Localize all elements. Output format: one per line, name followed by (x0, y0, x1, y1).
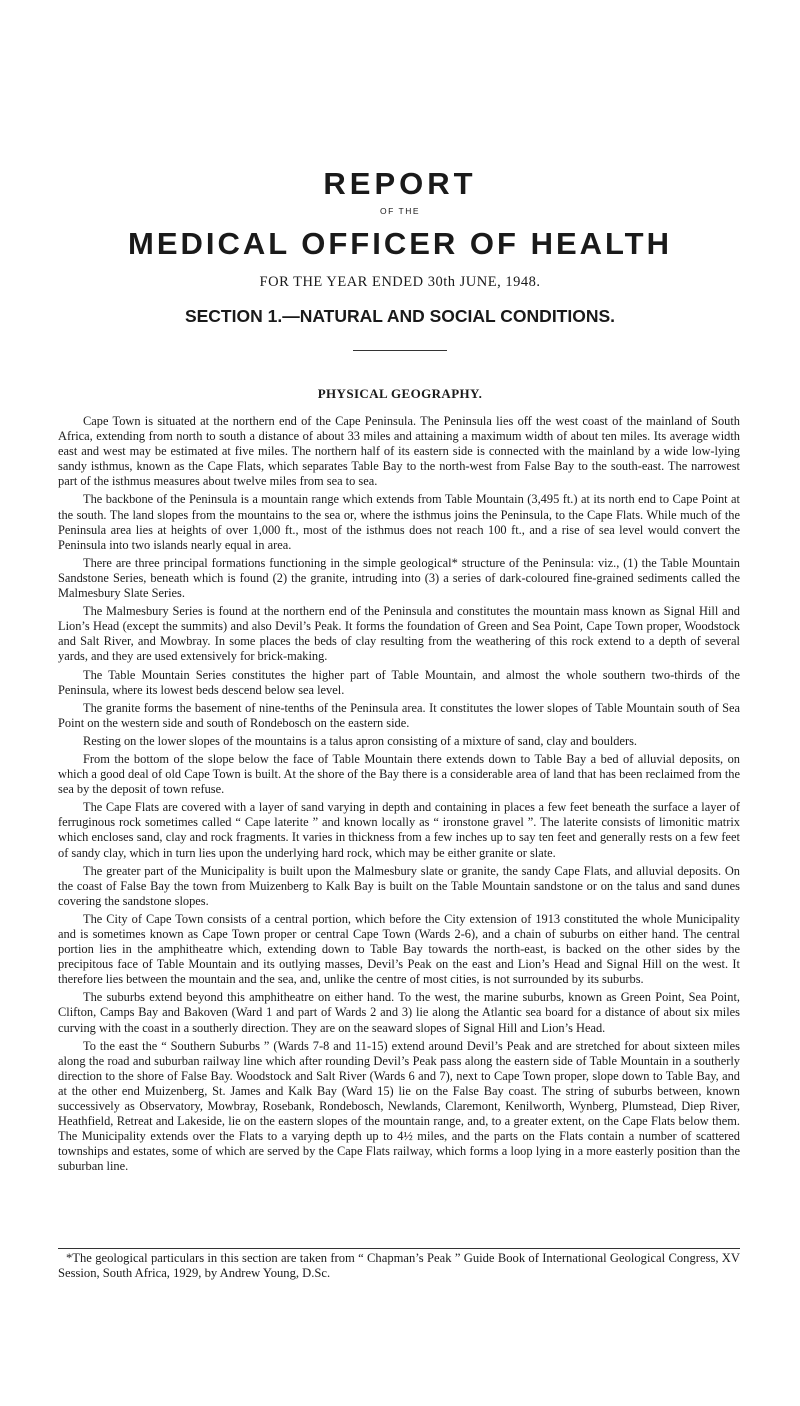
paragraph: From the bottom of the slope below the face of Table Mountain there extends down to Table Bay a bed of alluvial deposits, on which a good deal of old Cape Town is built. At the shore of the Bay there is a considerable area of land that has been reclaimed from the sea by the deposit of town refuse. (58, 751, 740, 797)
paragraph: The Malmesbury Series is found at the northern end of the Peninsula and constitutes the mountain mass known as Signal Hill and Lion’s Head (except the summits) and also Devil’s Peak. It forms the foundation of Green and Sea Point, Cape Town proper, Woodstock and Salt River, and Mowbray. In some places the beds of clay resulting from the weathering of this rock extend to a depth of several yards, and they are used extensively for brick-making. (58, 604, 740, 664)
title-report: REPORT (323, 166, 477, 201)
body-text (58, 414, 740, 1178)
paragraph: To the east the “ Southern Suburbs ” (Wards 7-8 and 11-15) extend around Devil’s Peak and are stretched for about sixteen miles along the road and suburban railway line which after rounding Devil’s Peak pass along the eastern side of Table Mountain in a southerly direction to the shore of False Bay. Woodstock and Salt River (Wards 6 and 7), next to Cape Town proper, slope down to Table Bay, and at the other end Muizenberg, St. James and Kalk Bay (Ward 15) lie on the False Bay coast. The string of suburbs between, known successively as Observatory, Mowbray, Rosebank, Rondebosch, Newlands, Claremont, Kenilworth, Wynberg, Plumstead, Diep River, Heathfield, Retreat and Lakeside, lie on the eastern slopes of the mountain range, and, to a greater extent, on the Cape Flats below them. The Municipality extends over the Flats to a varying depth up to 4½ miles, and the parts on the Flats contain a number of scattered townships and estates, some of which are served by the Cape Flats railway, which forms a loop lying in a more easterly position than the suburban line. (58, 1038, 740, 1174)
footnote-divider (58, 1248, 740, 1249)
paragraph: The greater part of the Municipality is built upon the Malmesbury slate or granite, the sandy Cape Flats, and alluvial deposits. On the coast of False Bay the town from Muizenberg to Kalk Bay is built on the Table Mountain sandstone or on the talus and sand dunes covering the sandstone slopes. (58, 863, 740, 908)
title-year: FOR THE YEAR ENDED 30th JUNE, 1948. (259, 274, 541, 290)
paragraph: Cape Town is situated at the northern end of the Cape Peninsula. The Peninsula lies off the west coast of the mainland of South Africa, extending from north to south a distance of about 33 miles and attaining a maximum width of about ten miles. Its average width east and west may be estimated at five miles. The northern half of its eastern side is connected with the mainland by a wide low-lying sandy isthmus, known as the Cape Flats, which separates Table Bay to the north-west from False Bay to the south-east. The narrowest part of the isthmus measures about twelve miles from sea to sea. (58, 414, 740, 489)
paragraph: The granite forms the basement of nine-tenths of the Peninsula area. It constitutes the lower slopes of Table Mountain south of Sea Point on the western side and south of Rondebosch on the eastern side. (58, 700, 740, 730)
paragraph: The Cape Flats are covered with a layer of sand varying in depth and containing in places a few feet beneath the surface a layer of ferruginous rock sometimes called “ Cape laterite ” and known locally as “ ironstone gravel ”. The laterite consists of limonitic matrix which encloses sand, clay and rock fragments. It varies in thickness from a few inches up to say ten feet and generally rests on a few feet of sandy clay, which in turn lies upon the underlying hard rock, which may be either granite or slate. (58, 800, 740, 860)
paragraph: The City of Cape Town consists of a central portion, which before the City extension of 1913 constituted the whole Municipality and is sometimes known as Cape Town proper or central Cape Town (Wards 2-6), and a chain of suburbs on either hand. The central portion lies in the amphitheatre which, extending down to Table Bay towards the north-east, is backed on the other sides by the precipitous face of Table Mountain and its outlying masses, Devil’s Peak on the east and Lion’s Head and Signal Hill on the west. It therefore lies between the mountain and the sea, and, unlike the centre of most cities, is not surrounded by its suburbs. (58, 911, 740, 987)
title-of-the: OF THE (379, 206, 420, 216)
paragraph: The backbone of the Peninsula is a mountain range which extends from Table Mountain (3,495 ft.) at its north end to Cape Point at the south. The land slopes from the mountains to the sea or, where the isthmus joins the Peninsula, to the Cape Flats. While much of the Peninsula area lies at heights of over 1,000 ft., most of the isthmus does not reach 100 ft., and a rise of sea level would convert the Peninsula into two islands nearly equal in area. (58, 492, 740, 552)
title-medical-officer: MEDICAL OFFICER OF HEALTH (128, 226, 672, 261)
section-divider (353, 350, 447, 351)
paragraph: Resting on the lower slopes of the mountains is a talus apron consisting of a mixture of sand, clay and boulders. (83, 733, 638, 748)
paragraph: The Table Mountain Series constitutes the higher part of Table Mountain, and almost the whole southern two-thirds of the Peninsula, where its lowest beds descend below sea level. (58, 667, 740, 697)
subheading-physical-geography: PHYSICAL GEOGRAPHY. (317, 386, 483, 401)
footnote: *The geological particulars in this section are taken from “ Chapman’s Peak ” Guide Book of International Geological Congress, XV Session, South Africa, 1929, by Andrew Young, D.Sc. (58, 1251, 740, 1280)
paragraph: The suburbs extend beyond this amphitheatre on either hand. To the west, the marine suburbs, known as Green Point, Sea Point, Clifton, Camps Bay and Bakoven (Ward 1 and part of Wards 2 and 3) lie along the Atlantic sea board for a distance of about six miles curving with the coast in a southerly direction. They are on the seaward slopes of Signal Hill and Lion’s Head. (58, 990, 740, 1035)
paragraph: There are three principal formations functioning in the simple geological* structure of the Peninsula: viz., (1) the Table Mountain Sandstone Series, beneath which is found (2) the granite, intruding into (3) a series of dark-coloured fine-grained sediments called the Malmesbury Slate Series. (58, 555, 740, 601)
section-heading: SECTION 1.—NATURAL AND SOCIAL CONDITIONS. (184, 306, 616, 326)
